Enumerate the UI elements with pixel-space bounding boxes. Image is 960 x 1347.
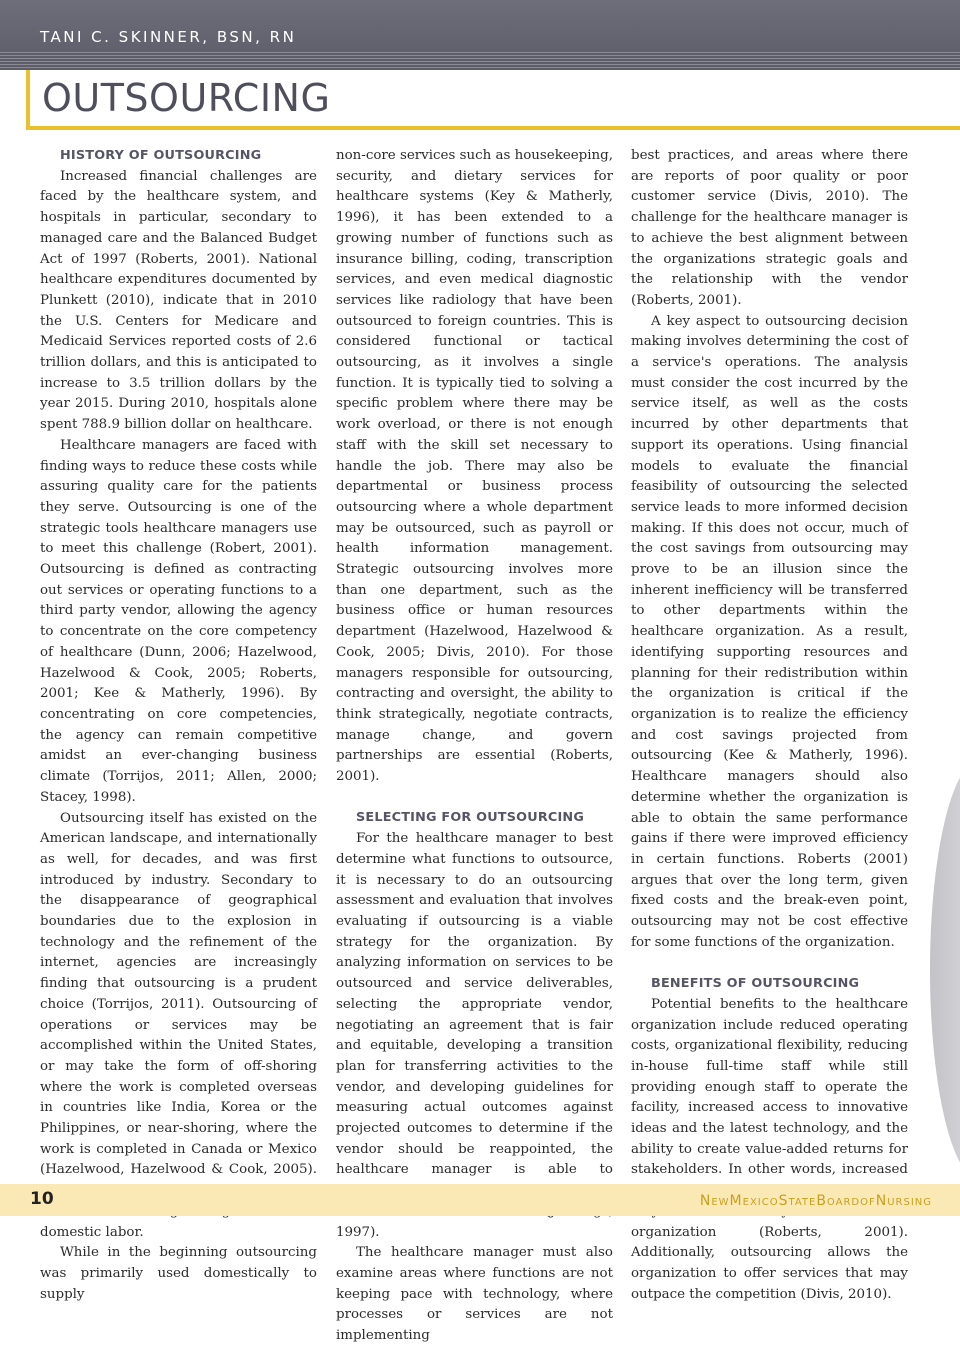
paragraph: A key aspect to outsourcing decision making involves determining the cost of a service's operations. The analysis must consider the cost incurred by the service itself, as well as the costs incurred by other departments that support its operations. Using financial models to evaluate the financial feasibility of outsourcing the selected service leads to more informed decision making. If this does not occur, much of the cost savings from outsourcing may prove to be an illusion since the inherent inefficiency will be transferred to other departments within the healthcare organization. As a result, identifying supporting resources and planning for their redistribution within the organization is critical if the organization is to realize the efficiency and cost savings projected from outsourcing (Kee & Matherly, 1996). Healthcare managers should also determine whether the organization is able to obtain the same performance gains if there were improved efficiency in certain functions. Roberts (2001) argues that over the long term, given fixed costs and the break-even point, outsourcing may not be cost effective for some functions of the organization. bbox=[631, 313, 908, 950]
column-2 bbox=[336, 146, 613, 1347]
section-heading-selecting: SELECTING FOR OUTSOURCING bbox=[356, 810, 585, 826]
paragraph: While in the beginning outsourcing was primarily used domestically to supply bbox=[40, 1245, 317, 1302]
header-band bbox=[0, 0, 960, 70]
section-heading-history: HISTORY OF OUTSOURCING bbox=[60, 148, 262, 163]
paragraph: Outsourcing itself has existed on the American landscape, and internationally as well, for decades, and was first introduced by industry. Secondary to the disappearance of geographical boundaries due to the explosion in technology and the refinement of the internet, agencies are increasingly finding that outsourcing is a prudent choice (Torrijos, 2011). Outsourcing of operations or services may be accomplished within the United States, or may take the form of off-shoring where the work is completed overseas in countries like India, Korea or the Philippines, or near-shoring, where the work is completed in Canada or Mexico (Hazelwood, Hazelwood & Cook, 2005). domestic labor. bbox=[40, 810, 317, 1240]
author-byline: TANI C. SKINNER, BSN, RN bbox=[40, 28, 297, 46]
column-3 bbox=[631, 146, 908, 1305]
paragraph: For the healthcare manager to best determine what functions to outsource, it is necessary to do an outsourcing assessment and evaluation that involves evaluating if outsourcing is a viable strategy for the organization. By analyzing information on services to be outsourced and service deliverables, selecting the appropriate vendor, negotiating an agreement that is fair and equitable, developing a transition plan for transferring activities to the vendor, and developing guidelines for measuring actual outcomes against projected outcomes to determine if the vendor should be reappointed, the healthcare manager is able to 1997). bbox=[336, 831, 613, 1240]
corner-decoration bbox=[930, 760, 960, 1180]
paragraph: Healthcare managers are faced with finding ways to reduce these costs while assuring quality care for the patients they serve. Outsourcing is one of the strategic tools healthcare managers use to meet this challenge (Robert, 2001). Outsourcing is defined as contracting out services or operating functions to a third party vendor, allowing the agency to concentrate on the core competency of healthcare (Dunn, 2006; Hazelwood, Hazelwood & Cook, 2005; Roberts, 2001; Kee & Matherly, 1996). By concentrating on core competencies, the agency can remain competitive amidst an ever-changing business climate (Torrijos, 2011; Allen, 2000; Stacey, 1998). bbox=[40, 437, 317, 805]
title-box bbox=[26, 70, 960, 130]
paragraph: best practices, and areas where there are reports of poor quality or poor customer service (Divis, 2010). The challenge for the healthcare manager is to achieve the best alignment between the organizations strategic goals and the relationship with the vendor (Roberts, 2001). bbox=[631, 148, 908, 308]
column-1 bbox=[40, 146, 317, 1305]
paragraph: non-core services such as housekeeping, security, and dietary services for healthcare systems (Key & Matherly, 1996), it has been extended to a growing number of functions such as insurance billing, coding, transcription services, and even medical diagnostic services like radiology that have been outsourced to foreign countries. This is considered functional or tactical outsourcing, as it involves a single function. It is typically tied to solving a specific problem where there may be work overload, or there is not enough staff with the skill set necessary to handle the job. There may also be departmental or business process outsourcing where a whole department may be outsourced, such as payroll or health information management. Strategic outsourcing involves more than one department, such as the business office or human resources department (Hazelwood, Hazelwood & Cook, 2005; Divis, 2010). For those managers responsible for outsourcing, contracting and oversight, the ability to think strategically, negotiate contracts, manage change, and govern partnerships are essential (Roberts, 2001). bbox=[336, 148, 613, 785]
page-number: 10 bbox=[30, 1189, 54, 1209]
header-stripes bbox=[0, 52, 960, 70]
paragraph: Potential benefits to the healthcare organization include reduced operating costs, organizational flexibility, reducing in-house full-time staff while still providing enough staff to operate the facility, increased access to innovative ideas and the latest technology, and the ability to create value-added returns for stakeholders. In other words, increased organization (Roberts, 2001). Additionally, outsourcing allows the organization to offer services that may outpace the competition (Divis, 2010). bbox=[631, 996, 908, 1302]
paragraph: Increased financial challenges are faced by the healthcare system, and hospitals in particular, secondary to managed care and the Balanced Budget Act of 1997 (Roberts, 2001). National healthcare expenditures documented by Plunkett (2010), indicate that in 2010 the U.S. Centers for Medicare and Medicaid Services reported costs of 2.6 trillion dollars, and this is anticipated to increase to 3.5 trillion dollars by the year 2015. During 2010, hospitals alone spent 788.9 billion dollar on healthcare. bbox=[40, 168, 317, 433]
paragraph: The healthcare manager must also examine areas where functions are not keeping pace with technology, where processes or services are not implementing bbox=[336, 1245, 613, 1344]
article-title: OUTSOURCING bbox=[42, 76, 331, 120]
section-heading-benefits: BENEFITS OF OUTSOURCING bbox=[651, 976, 860, 992]
organization-name: NewMexicoStateBoardofNursing bbox=[699, 1193, 932, 1209]
